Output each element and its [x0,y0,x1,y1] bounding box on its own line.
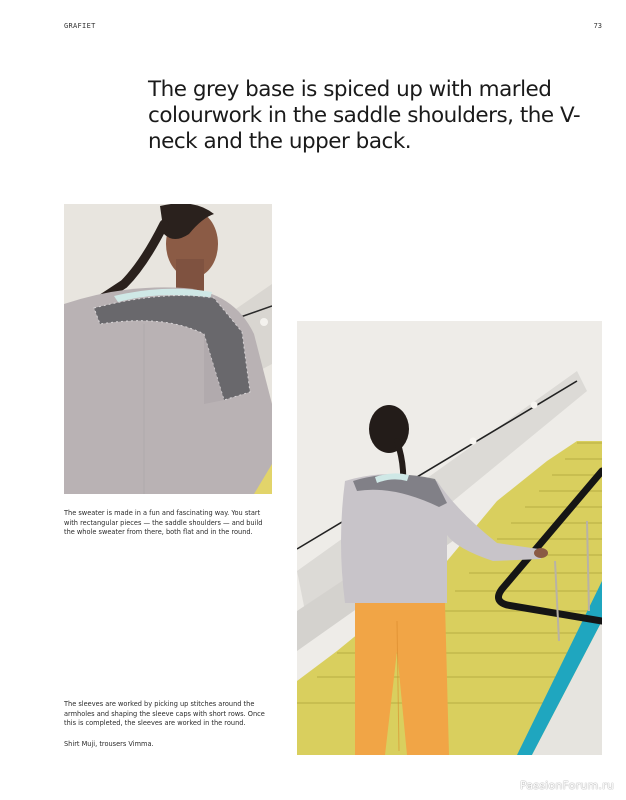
headline: The grey base is spiced up with marled colourwork in the saddle shoulders, the V-neck and the upper back. [148,77,581,154]
running-head: GRAFIET [64,22,96,30]
caption-credits: Shirt Muji, trousers Vimma. [64,740,154,748]
page-number: 73 [593,22,602,30]
watermark: PassionForum.ru [520,779,614,792]
staircase-illustration [297,321,602,755]
caption-sleeves: The sleeves are worked by picking up stitches around the armholes and shaping the sleeve caps with short rows. Once this is completed, the sleeves are worked in the round. [64,700,265,727]
caption-construction: The sweater is made in a fun and fascinating way. You start with rectangular pieces — the saddle shoulders — and build the whole sweater from there, both flat and in the round. [64,509,263,536]
photo-staircase [297,321,602,755]
sweater-closeup-illustration [64,204,272,494]
photo-sweater-closeup [64,204,272,494]
